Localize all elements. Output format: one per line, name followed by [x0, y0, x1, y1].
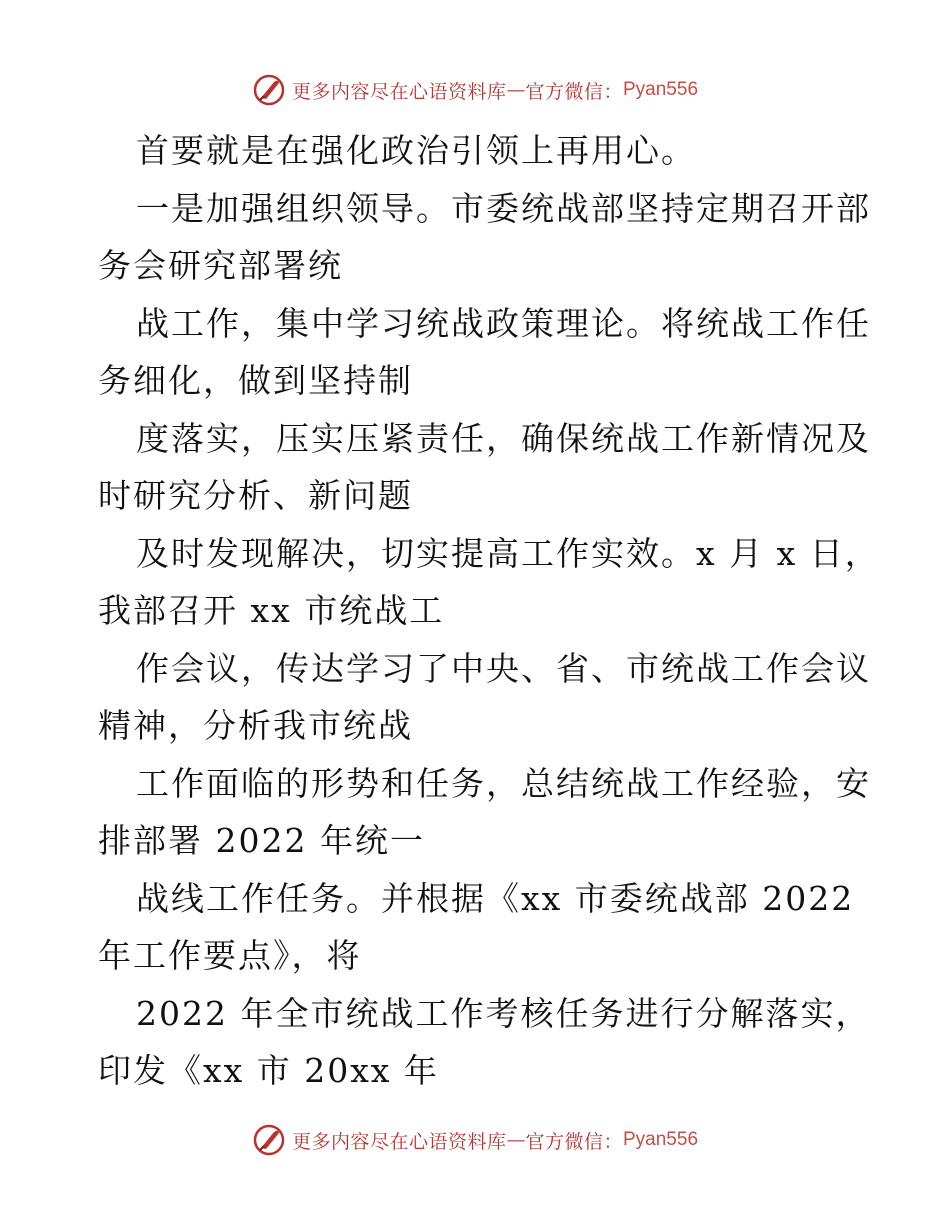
text-line: 时研究分析、新问题 — [98, 476, 413, 515]
text-line: 工作面临的形势和任务，总结统战工作经验，安 — [136, 763, 871, 803]
watermark-site: 更多内容尽在心语资料库 — [291, 1130, 507, 1153]
watermark-wechat-id: Pyan556 — [623, 79, 699, 100]
header-watermark — [0, 70, 950, 110]
text-line: 一是加强组织领导。市委统战部坚持定期召开部 — [136, 188, 871, 228]
text-line: 战线工作任务。并根据《xx 市委统战部 2022 — [136, 878, 855, 918]
text-line: 年工作要点》，将 — [98, 936, 362, 975]
footer-watermark — [0, 1120, 950, 1160]
text-line: 我部召开 xx 市统战工 — [98, 591, 445, 630]
text-line: 2022 年全市统战工作考核任务进行分解落实， — [136, 993, 871, 1033]
text-line: 及时发现解决，切实提高工作实效。x 月 x 日， — [136, 533, 880, 573]
text-line: 战工作，集中学习统战政策理论。将统战工作任 — [136, 303, 871, 343]
text-line: 务会研究部署统 — [98, 246, 343, 285]
quill-seal-icon — [252, 73, 286, 107]
watermark-wechat-label: 官方微信： — [525, 1130, 623, 1153]
document-body — [98, 122, 880, 1100]
watermark-wechat-label: 官方微信： — [525, 80, 623, 103]
watermark-separator: — — [506, 1129, 526, 1151]
text-line: 作会议，传达学习了中央、省、市统战工作会议 — [136, 648, 871, 688]
text-line: 首要就是在强化政治引领上再用心。 — [136, 131, 696, 170]
text-line: 排部署 2022 年统一 — [98, 821, 425, 860]
text-line: 精神，分析我市统战 — [98, 706, 413, 745]
watermark-wechat-id: Pyan556 — [623, 1129, 699, 1150]
watermark-site: 更多内容尽在心语资料库 — [291, 80, 507, 103]
text-line: 务细化，做到坚持制 — [98, 361, 413, 400]
text-line: 印发《xx 市 20xx 年 — [98, 1051, 439, 1090]
quill-seal-icon — [252, 1123, 286, 1157]
text-line: 度落实，压实压紧责任，确保统战工作新情况及 — [136, 418, 871, 458]
watermark-separator: — — [506, 79, 526, 101]
